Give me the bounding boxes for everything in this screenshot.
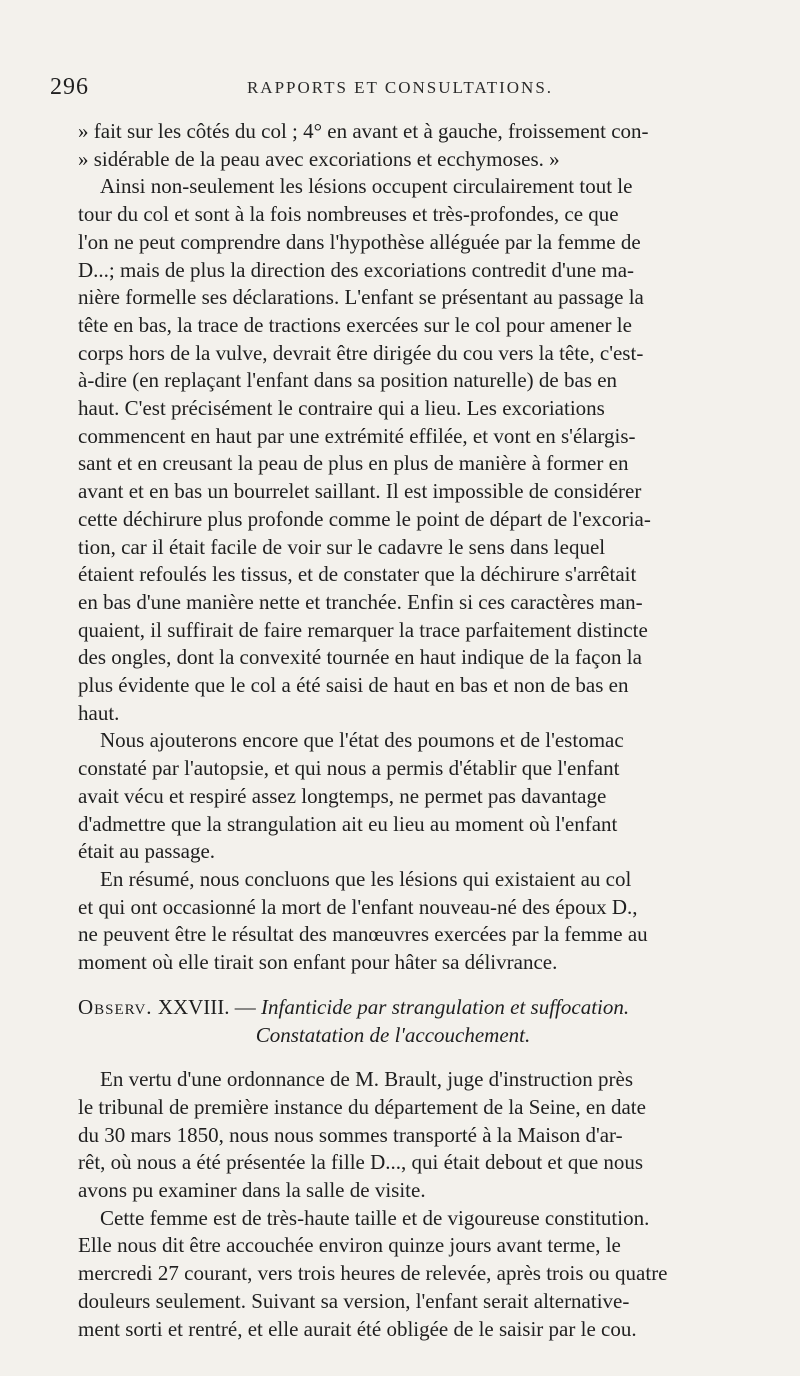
text-line: mercredi 27 courant, vers trois heures de relevée, après trois ou quatre [78, 1261, 668, 1286]
text-line: Nous ajouterons encore que l'état des poumons et de l'estomac [100, 728, 624, 753]
observation-heading [78, 994, 748, 1049]
paragraph-ordonnance [78, 1066, 748, 1205]
text-line: et qui ont occasionné la mort de l'enfant nouveau-né des époux D., [78, 894, 638, 919]
observation-label: Observ. [78, 994, 153, 1019]
text-line: commencent en haut par une extrémité effilée, et vont en s'élargis- [78, 423, 636, 448]
text-line: à-dire (en replaçant l'enfant dans sa position naturelle) de bas en [78, 368, 618, 393]
observation-number: XXVIII. [157, 994, 230, 1019]
text-line: Elle nous dit être accouchée environ quinze jours avant terme, le [78, 1233, 621, 1258]
text-line: d'admettre que la strangulation ait eu lieu au moment où l'enfant [78, 811, 618, 836]
body-text [78, 118, 748, 1343]
text-line: haut. C'est précisément le contraire qui a lieu. Les excoriations [78, 396, 605, 421]
text-line: D...; mais de plus la direction des excoriations contredit d'une ma- [78, 257, 635, 282]
text-line: Cette femme est de très-haute taille et de vigoureuse constitution. [100, 1205, 650, 1230]
paragraph-femme [78, 1205, 748, 1344]
text-line: sant et en creusant la peau de plus en plus de manière à former en [78, 451, 629, 476]
observation-title-line [78, 994, 748, 1022]
text-line: quaient, il suffirait de faire remarquer la trace parfaitement distincte [78, 617, 648, 642]
text-line: le tribunal de première instance du département de la Seine, en date [78, 1094, 646, 1119]
text-line: tour du col et sont à la fois nombreuses et très-profondes, ce que [78, 202, 619, 227]
text-line: tion, car il était facile de voir sur le cadavre le sens dans lequel [78, 534, 606, 559]
text-line: du 30 mars 1850, nous nous sommes transporté à la Maison d'ar- [78, 1122, 623, 1147]
text-line: cette déchirure plus profonde comme le point de départ de l'excoria- [78, 506, 651, 531]
text-line: étaient refoulés les tissus, et de constater que la déchirure s'arrêtait [78, 562, 637, 587]
text-line: avant et en bas un bourrelet saillant. Il est impossible de considérer [78, 479, 642, 504]
quote-continuation [78, 118, 748, 173]
text-line: En vertu d'une ordonnance de M. Brault, juge d'instruction près [100, 1067, 634, 1092]
text-line: rêt, où nous a été présentée la fille D..., qui était debout et que nous [78, 1150, 644, 1175]
text-line: En résumé, nous concluons que les lésions qui existaient au col [100, 866, 632, 891]
paragraph-lesions-body [78, 201, 748, 727]
text-line: » sidérable de la peau avec excoriations et ecchymoses. » [78, 146, 560, 171]
page-header [50, 74, 750, 104]
text-line: tête en bas, la trace de tractions exercées sur le col pour amener le [78, 312, 632, 337]
observation-subtitle: Constatation de l'accouchement. [255, 1022, 531, 1047]
text-line: ment sorti et rentré, et elle aurait été obligée de le saisir par le cou. [78, 1316, 637, 1341]
observation-title: Infanticide par strangulation et suffocation. [261, 994, 630, 1019]
text-line: des ongles, dont la convexité tournée en haut indique de la façon la [78, 645, 642, 670]
text-line: corps hors de la vulve, devrait être dirigée du cou vers la tête, c'est- [78, 340, 644, 365]
text-line: avons pu examiner dans la salle de visite. [78, 1178, 426, 1203]
text-line: moment où elle tirait son enfant pour hâter sa délivrance. [78, 950, 558, 975]
text-line: en bas d'une manière nette et tranchée. Enfin si ces caractères man- [78, 589, 643, 614]
text-line: ne peuvent être le résultat des manœuvres exercées par la femme au [78, 922, 648, 947]
text-line: douleurs seulement. Suivant sa version, l'enfant serait alternative- [78, 1288, 630, 1313]
running-title: RAPPORTS ET CONSULTATIONS. [246, 78, 554, 97]
paragraph-poumons [78, 727, 748, 866]
text-line: avait vécu et respiré assez longtemps, ne permet pas davantage [78, 783, 607, 808]
text-line: haut. [78, 700, 120, 725]
text-line: Ainsi non-seulement les lésions occupent circulairement tout le [100, 174, 633, 199]
text-line: l'on ne peut comprendre dans l'hypothèse alléguée par la femme de [78, 229, 641, 254]
paragraph-resume [78, 866, 748, 977]
page-number: 296 [50, 74, 89, 100]
observation-dash: — [234, 994, 256, 1019]
text-line: constaté par l'autopsie, et qui nous a permis d'établir que l'enfant [78, 756, 620, 781]
text-line: nière formelle ses déclarations. L'enfant se présentant au passage la [78, 285, 644, 310]
text-line: était au passage. [78, 839, 216, 864]
paragraph-lesions [78, 173, 748, 201]
text-line: plus évidente que le col a été saisi de haut en bas et non de bas en [78, 673, 629, 698]
text-line: » fait sur les côtés du col ; 4° en avant et à gauche, froissement con- [78, 119, 649, 143]
